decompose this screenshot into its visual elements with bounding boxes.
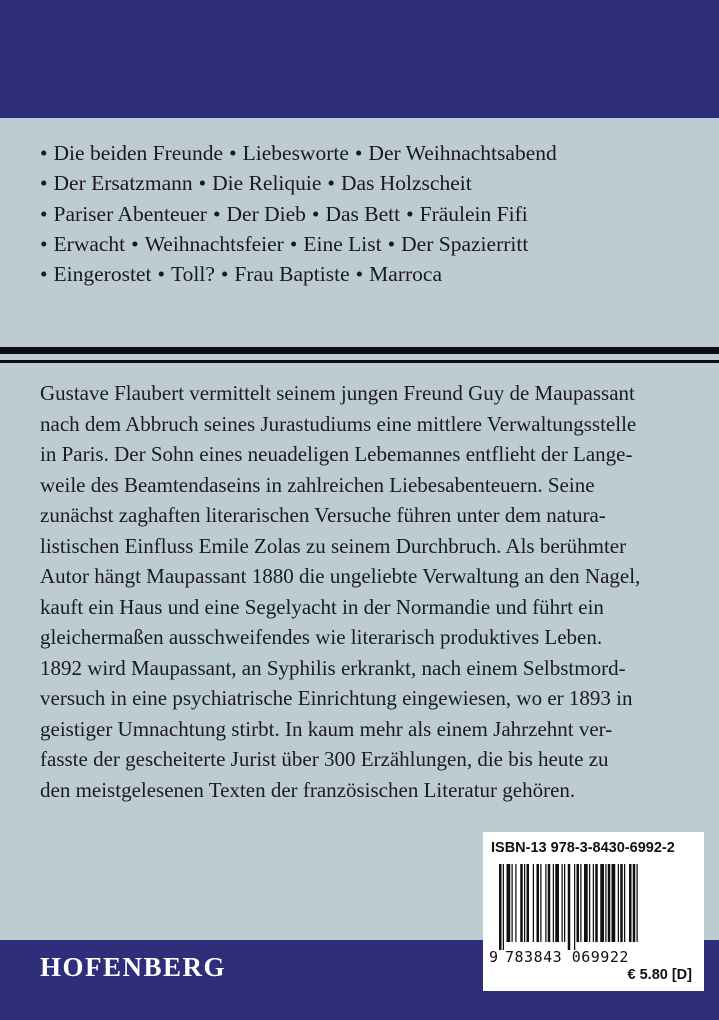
barcode-bar [600,864,604,942]
titles-line [40,229,700,259]
story-title: Die Reliquie [212,171,322,196]
description-line: 1892 wird Maupassant, an Syphilis erkrankt, nach einem Selbstmord- [40,655,626,680]
barcode-bar [624,864,625,942]
barcode-bar [577,864,580,942]
description-line: Autor hängt Maupassant 1880 die ungeliebte Verwaltung an den Nagel, [40,564,641,588]
description-line: weile des Beamtendaseins in zahlreichen Liebesabenteuern. Seine [40,472,595,497]
description-line: in Paris. Der Sohn eines neuadeligen Lebemannes entflieht der Lange- [40,442,633,466]
barcode-bar [633,864,636,942]
barcode-box [483,832,704,991]
barcode-bar [499,864,502,950]
barcode-bar [537,864,540,942]
divider-thin [0,360,719,363]
story-title: Der Weihnachtsabend [368,141,557,165]
barcode-bar [595,864,598,942]
bullet-icon: • [40,141,48,165]
barcode-bar [553,864,554,942]
bullet-icon: • [229,141,237,165]
barcode-bar [612,864,616,942]
bullet-icon: • [40,201,48,226]
description-line: listischen Einfluss Emile Zolas zu seinem Durchbruch. Als berühmter [40,533,627,558]
isbn-label: ISBN-13 978-3-8430-6992-2 [491,840,675,856]
barcode-bar [605,864,606,942]
titles-line [40,259,700,289]
barcode-bar [555,864,559,942]
bullet-icon: • [220,262,229,287]
barcode-bar [608,864,611,942]
story-title: Der Dieb [226,201,306,226]
barcode-bar [637,864,638,942]
barcode-bar [515,864,516,942]
bullet-icon: • [40,231,48,256]
story-title: Fräulein Fifi [419,201,528,226]
bullet-icon: • [212,201,221,226]
barcode-bar [562,864,563,942]
book-description [40,378,690,805]
bullet-icon: • [289,231,298,256]
barcode-first-digit: 9 [489,948,499,966]
bullet-icon: • [327,171,335,196]
bullet-icon: • [198,171,207,196]
story-title: Der Ersatzmann [53,171,193,196]
story-title: Marroca [369,262,442,287]
barcode-bar [503,864,504,950]
barcode-icon [499,864,689,950]
bullet-icon: • [40,171,48,196]
barcode-bar [593,864,594,942]
bullet-icon: • [131,231,139,256]
story-title: Eine List [303,231,382,256]
titles-line [40,138,700,168]
barcode-bar [580,864,581,942]
description-line: kauft ein Haus und eine Segelyacht in der Normandie und führt ein [40,594,604,619]
story-title: Eingerostet [53,262,152,287]
story-title: Pariser Abenteuer [53,201,207,226]
story-title: Liebesworte [242,141,349,165]
story-title: Weihnachtsfeier [144,231,284,256]
story-title: Der Spazierritt [401,231,529,256]
barcode-bar [524,864,525,942]
barcode-bar [620,864,623,942]
barcode-bar [540,864,541,942]
bullet-icon: • [354,141,363,165]
description-line: nach dem Abbruch seines Jurastudiums eine mittlere Verwaltungsstelle [40,411,637,436]
description-line: den meistgelesenen Texten der französischen Literatur gehören. [40,777,576,802]
barcode-bar [548,864,551,942]
story-title: Erwacht [53,231,126,256]
story-titles-list [40,138,700,289]
barcode-digits: 783843 069922 [505,948,629,966]
barcode-bar [629,864,632,942]
bullet-icon: • [157,262,165,287]
titles-line [40,199,700,229]
barcode-bar [618,864,619,942]
publisher-logo: HOFENBERG [40,952,227,982]
price-label: € 5.80 [D] [627,967,692,983]
story-title: Das Holzscheit [340,171,472,196]
barcode-bar [568,864,571,950]
bullet-icon: • [40,262,48,287]
story-title: Die beiden Freunde [53,141,224,165]
description-line: geistiger Umnachtung stirbt. In kaum mehr als einem Jahrzehnt ver- [40,716,613,741]
barcode-bar [520,864,523,942]
description-line: fasste der gescheiterte Jurist über 300 Erzählungen, die bis heute zu [40,747,609,771]
barcode-bar [584,864,588,942]
description-line: versuch in eine psychiatrische Einrichtung eingewiesen, wo er 1893 in [40,686,633,710]
top-color-band [0,0,719,118]
description-line: zunächst zaghaften literarischen Versuche führen unter dem natura- [40,503,606,527]
bullet-icon: • [406,201,414,226]
description-line: Gustave Flaubert vermittelt seinem jungen Freund Guy de Maupassant [40,381,635,405]
bullet-icon: • [355,262,364,287]
barcode-bar [564,864,565,942]
description-line: gleichermaßen ausschweifendes wie literarisch produktives Leben. [40,625,603,649]
barcode-bar [527,864,530,942]
titles-line [40,168,700,198]
bullet-icon: • [311,201,320,226]
divider-thick [0,347,719,354]
story-title: Das Bett [325,201,401,226]
story-title: Toll? [170,262,215,287]
barcode-bar [512,864,513,942]
barcode-bar [545,864,546,942]
barcode-bar [589,864,590,942]
story-title: Frau Baptiste [234,262,350,287]
barcode-bar [574,864,575,950]
bullet-icon: • [387,231,396,256]
barcode-bar [507,864,511,942]
barcode-bar [533,864,534,942]
